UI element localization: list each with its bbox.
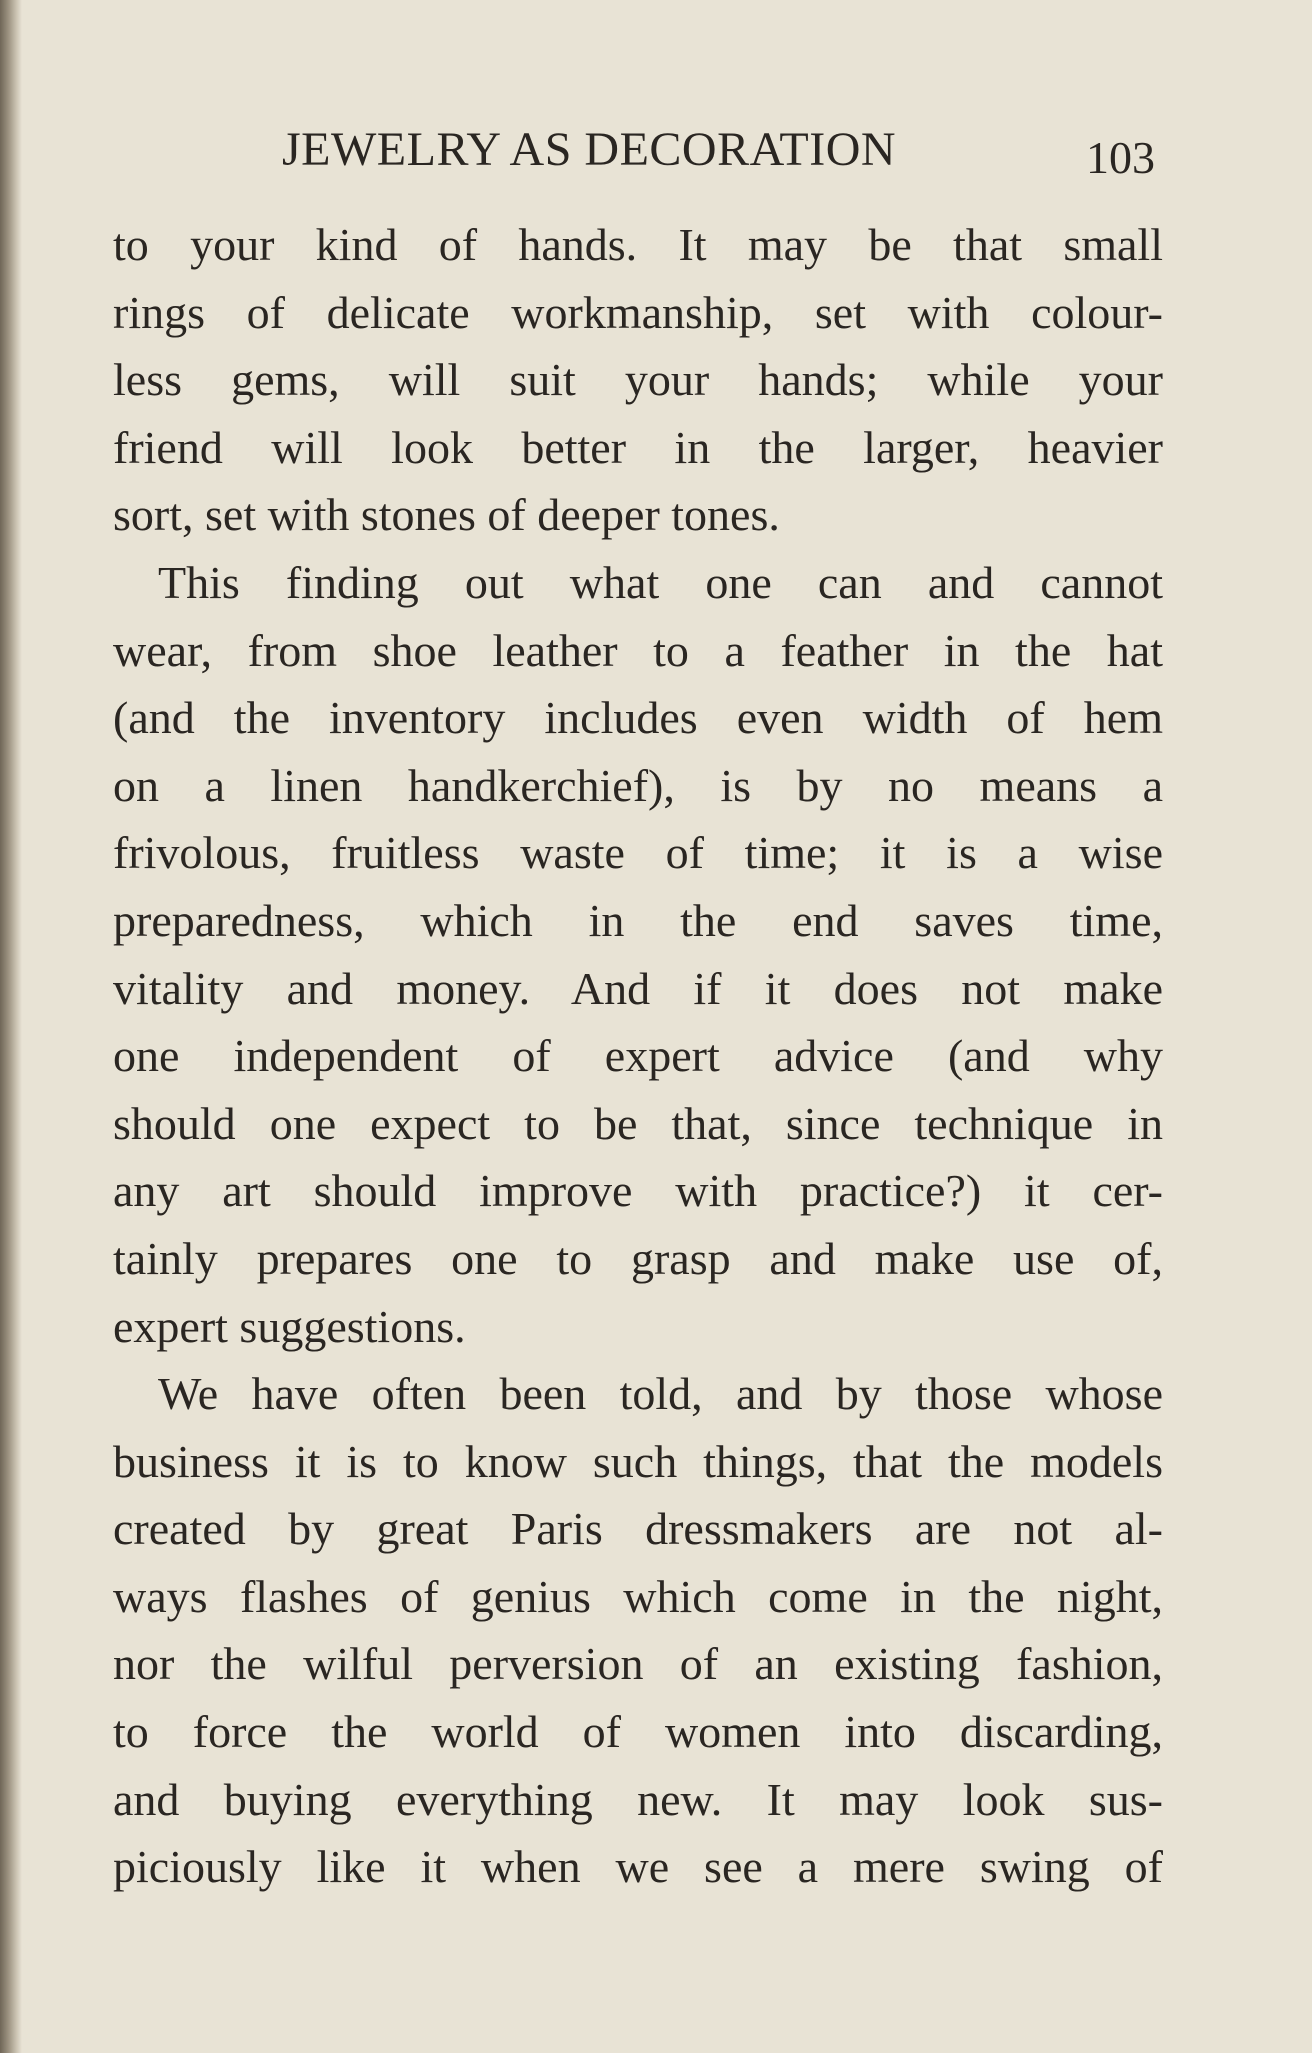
text-line: created by great Paris dressmakers are not al- <box>113 1503 1163 1555</box>
text-line: We have often been told, and by those whose <box>158 1368 1163 1420</box>
paragraph <box>113 549 1163 1360</box>
text-line: (and the inventory includes even width of hem <box>113 692 1163 744</box>
text-line: piciously like it when we see a mere swing of <box>113 1841 1163 1893</box>
text-line: should one expect to be that, since technique in <box>113 1097 1163 1149</box>
text-line: to your kind of hands. It may be that small <box>113 219 1163 270</box>
text-line: rings of delicate workmanship, set with colour- <box>113 286 1163 338</box>
running-head: JEWELRY AS DECORATION <box>282 123 897 176</box>
text-line: to force the world of women into discarding, <box>113 1706 1163 1758</box>
text-line: less gems, will suit your hands; while your <box>113 354 1163 406</box>
text-line: This finding out what one can and cannot <box>158 556 1163 608</box>
text-line: nor the wilful perversion of an existing fashion, <box>113 1638 1163 1690</box>
text-line: frivolous, fruitless waste of time; it is a wise <box>113 827 1163 879</box>
text-line: tainly prepares one to grasp and make use of, <box>113 1232 1163 1284</box>
text-line: wear, from shoe leather to a feather in the hat <box>113 624 1163 676</box>
paragraph <box>113 1360 1163 1901</box>
text-line: friend will look better in the larger, heavier <box>113 421 1163 473</box>
text-line: any art should improve with practice?) it cer- <box>113 1165 1163 1217</box>
text-line: one independent of expert advice (and why <box>113 1030 1163 1082</box>
text-line: expert suggestions. <box>113 1300 466 1352</box>
text-line: preparedness, which in the end saves time, <box>113 894 1163 946</box>
body-text <box>113 211 1163 1901</box>
text-line: vitality and money. And if it does not make <box>113 962 1163 1014</box>
text-line: business it is to know such things, that the models <box>113 1435 1163 1487</box>
paragraph <box>113 211 1163 549</box>
text-line: sort, set with stones of deeper tones. <box>113 489 780 541</box>
text-line: and buying everything new. It may look sus- <box>113 1773 1163 1825</box>
text-line: on a linen handkerchief), is by no means a <box>113 759 1163 811</box>
page-number: 103 <box>1086 132 1155 183</box>
text-line: ways flashes of genius which come in the night, <box>113 1570 1163 1622</box>
